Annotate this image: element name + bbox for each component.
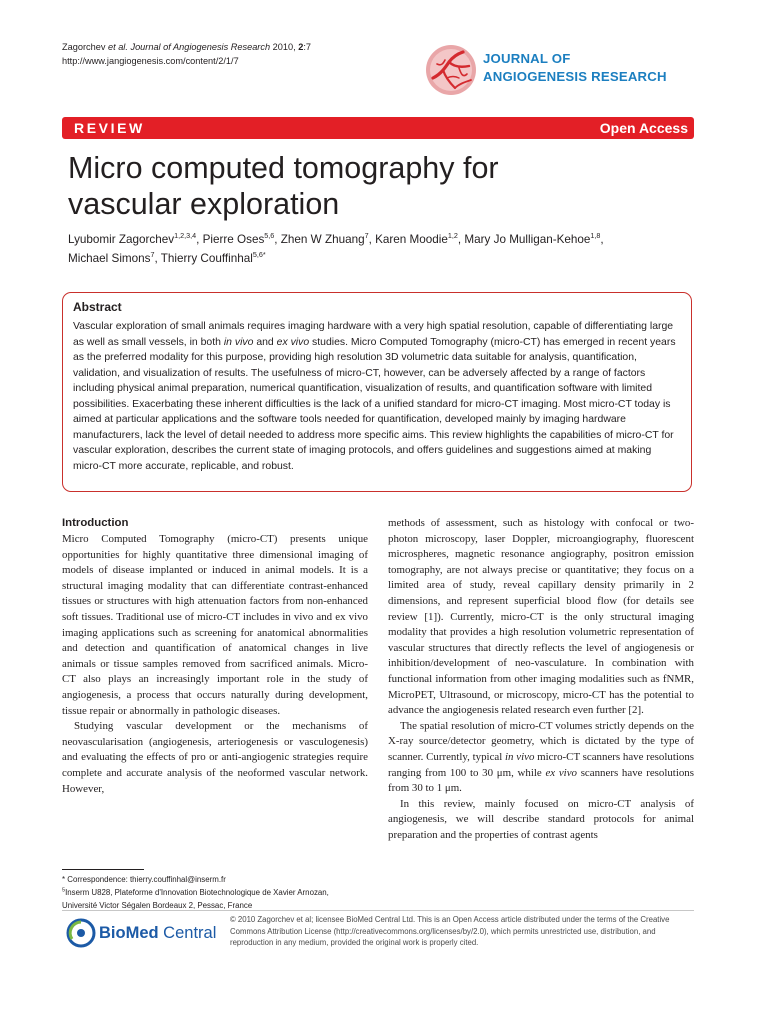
- author-separator: ,: [368, 233, 376, 246]
- affiliation-sup: 5: [62, 887, 66, 894]
- citation-journal: Journal of Angiogenesis Research: [130, 42, 271, 52]
- citation-etal: et al.: [107, 42, 128, 52]
- abstract-part: and: [253, 336, 277, 348]
- body-paragraph: Studying vascular development or the mechanisms of neovascularisation (angiogenesis, arteriogenesis or vasculogenesis) and evaluating the effects of pro or anti-angiogenic strategies require complete and accurate analysis of the neoformed vascular network. However,: [62, 720, 368, 795]
- author-name: Michael Simons: [68, 252, 151, 265]
- body-italic: ex vivo: [545, 766, 577, 779]
- abstract-italic: in vivo: [223, 336, 254, 348]
- body-paragraph: [388, 719, 694, 797]
- body-paragraph: methods of assessment, such as histology with confocal or two-photon microscopy, laser Doppler, microangiography, fluorescent microspheres, magnetic resonance angiography, positron emission tomography, are not always precise or quantitative; they focus on a limited area of study, reveal capillary density primarily in 2 dimensions, and represent superficial blood flow (for details see review [1]). Currently, micro-CT is the only structural imaging modality that provides a high resolution volumetric representation of vascular structures that directly reflects the level of angiogenesis or inhibition/development of neo-vasculature. In combination with functional information from other imaging modalities such as fNMR, MicroPET, Ultrasound, or microscopy, micro-CT has the potential to advance the angiogenesis related research even further [2].: [388, 517, 694, 717]
- body-paragraph: Micro Computed Tomography (micro-CT) presents unique opportunities for highly quantitative three dimensional imaging of models of disease implanted or induced in animal models. It is a structural imaging modality that can differentiate contrast-enhanced tissues or structures with high attenuation factors from non-enhanced soft tissues. Traditional use of micro-CT includes in vivo and ex vivo imaging applications such as screening for anatomical abnormalities and detection and quantification of anatomical changes in live animals or tissue samples removed from sacrificed animals. Micro-CT also plays an increasingly important role in the study of angiogenesis, a process that occurs naturally during development, tissue repair or abnormally in pathologic diseases.: [62, 533, 368, 717]
- author-name: Pierre Oses: [202, 233, 265, 246]
- correspondence-note: * Correspondence: thierry.couffinhal@inserm.fr: [62, 875, 226, 884]
- abstract-box: [62, 292, 692, 492]
- journal-name: [483, 50, 667, 86]
- citation-line: [62, 40, 311, 54]
- abstract-heading: Abstract: [73, 300, 122, 314]
- body-column-left: [62, 516, 368, 797]
- author-affiliation-sup: 7: [364, 231, 369, 241]
- article-title: [68, 150, 668, 222]
- body-paragraph: In this review, mainly focused on micro-CT analysis of angiogenesis, we will describe standard protocols for animal preparation and the properties of contrast agents: [388, 797, 694, 841]
- abstract-text: [73, 319, 683, 474]
- citation-article: :7: [303, 42, 311, 52]
- author-affiliation-sup: 5,6: [264, 231, 275, 241]
- author-list: [68, 230, 708, 268]
- biomed-central-wordmark: [99, 922, 216, 944]
- article-url-link[interactable]: http://www.jangiogenesis.com/content/2/1/7: [62, 56, 239, 66]
- abstract-part: studies. Micro Computed Tomography (micro-CT) has emerged in recent years as the preferred modality for this purpose, providing high resolution 3D volumetric data suitable for analysis, quantification, validation, and visualization of results. The usefulness of micro-CT, however, can be adversely affected by a range of factors including physical animal preparation, numerical quantification, visualization of results, and quantification software with limited possibilities. Exacerbating these inherent difficulties is the lack of a unified standard for micro-CT imaging. Most micro-CT today is aimed at particular applications and the software tools needed for quantification, developed mainly by imaging hardware manufacturers, lack the level of detail needed to address more specific aims. This review highlights the capabilities of micro-CT for vascular exploration, describes the current state of imaging protocols, and offers guidelines and suggestions aimed at making micro-CT more accurate, replicable, and robust.: [73, 336, 676, 472]
- citation-authors: Zagorchev: [62, 42, 106, 52]
- author-name: Mary Jo Mulligan-Kehoe: [464, 233, 591, 246]
- author-affiliation-sup: 1,8: [590, 231, 601, 241]
- body-text: scanners have resolutions from 30 to 1 μm.: [388, 766, 694, 795]
- abstract-part: Vascular exploration of small animals requires imaging hardware with a very high spatial resolution, capable of differentiating large as well as small vessels, in both: [73, 321, 674, 348]
- author-separator: ,: [196, 233, 203, 246]
- body-italic: in vivo: [505, 750, 535, 763]
- footnote-divider: [62, 869, 144, 870]
- logo-text-central: Central: [158, 924, 217, 942]
- title-line2: vascular exploration: [68, 187, 340, 221]
- section-label: REVIEW: [74, 120, 145, 136]
- body-text: The spatial resolution of micro-CT volumes strictly depends on the X-ray source/detector geometry, which is dictated by the type of scanner. Currently, typical: [388, 719, 694, 763]
- license-statement: © 2010 Zagorchev et al; licensee BioMed Central Ltd. This is an Open Access article distributed under the terms of the Creative Commons Attribution License (http://creativecommons.org/licenses/by/2.0), which permits unrestricted use, distribution, and reproduction in any medium, provided the original work is properly cited.: [230, 915, 670, 948]
- author-affiliation-sup: 1,2: [447, 231, 458, 241]
- affiliation-text: Inserm U828, Plateforme d'Innovation Biotechnologique de Xavier Arnozan, Université Victor Ségalen Bordeaux 2, Pessac, France: [62, 888, 329, 910]
- footer-divider: [62, 910, 694, 911]
- author-separator: ,: [600, 233, 604, 246]
- affiliation-note: [62, 886, 362, 912]
- title-line1: Micro computed tomography for: [68, 151, 499, 185]
- biomed-central-emblem-icon: [66, 918, 96, 948]
- author-name: Zhen W Zhuang: [280, 233, 365, 246]
- body-text: micro-CT scanners have resolutions ranging from 100 to 30 μm, while: [388, 750, 695, 779]
- section-bar: [62, 117, 694, 139]
- journal-name-line2: ANGIOGENESIS RESEARCH: [483, 69, 667, 84]
- section-heading-introduction: Introduction: [62, 517, 129, 529]
- citation-year: 2010,: [272, 42, 296, 52]
- author-affiliation-sup: 5,6*: [252, 250, 266, 260]
- abstract-italic: ex vivo: [276, 336, 310, 348]
- author-name: Thierry Couffinhal: [160, 252, 253, 265]
- author-separator: ,: [154, 252, 161, 265]
- author-affiliation-sup: 7: [150, 250, 155, 260]
- logo-text-bio: BioMed: [99, 924, 159, 942]
- citation-header: [62, 40, 311, 68]
- body-column-right: [388, 516, 694, 843]
- biomed-central-logo: [66, 918, 226, 948]
- author-name: Lyubomir Zagorchev: [68, 233, 175, 246]
- journal-name-line1: JOURNAL OF: [483, 51, 571, 66]
- author-affiliation-sup: 1,2,3,4: [174, 231, 197, 241]
- journal-logo: [425, 44, 705, 100]
- author-separator: ,: [274, 233, 281, 246]
- citation-volume: 2: [298, 42, 304, 52]
- author-name: Karen Moodie: [375, 233, 448, 246]
- author-separator: ,: [457, 233, 465, 246]
- journal-emblem-icon: [425, 44, 477, 96]
- open-access-label: Open Access: [599, 120, 688, 136]
- footnotes: [62, 873, 362, 912]
